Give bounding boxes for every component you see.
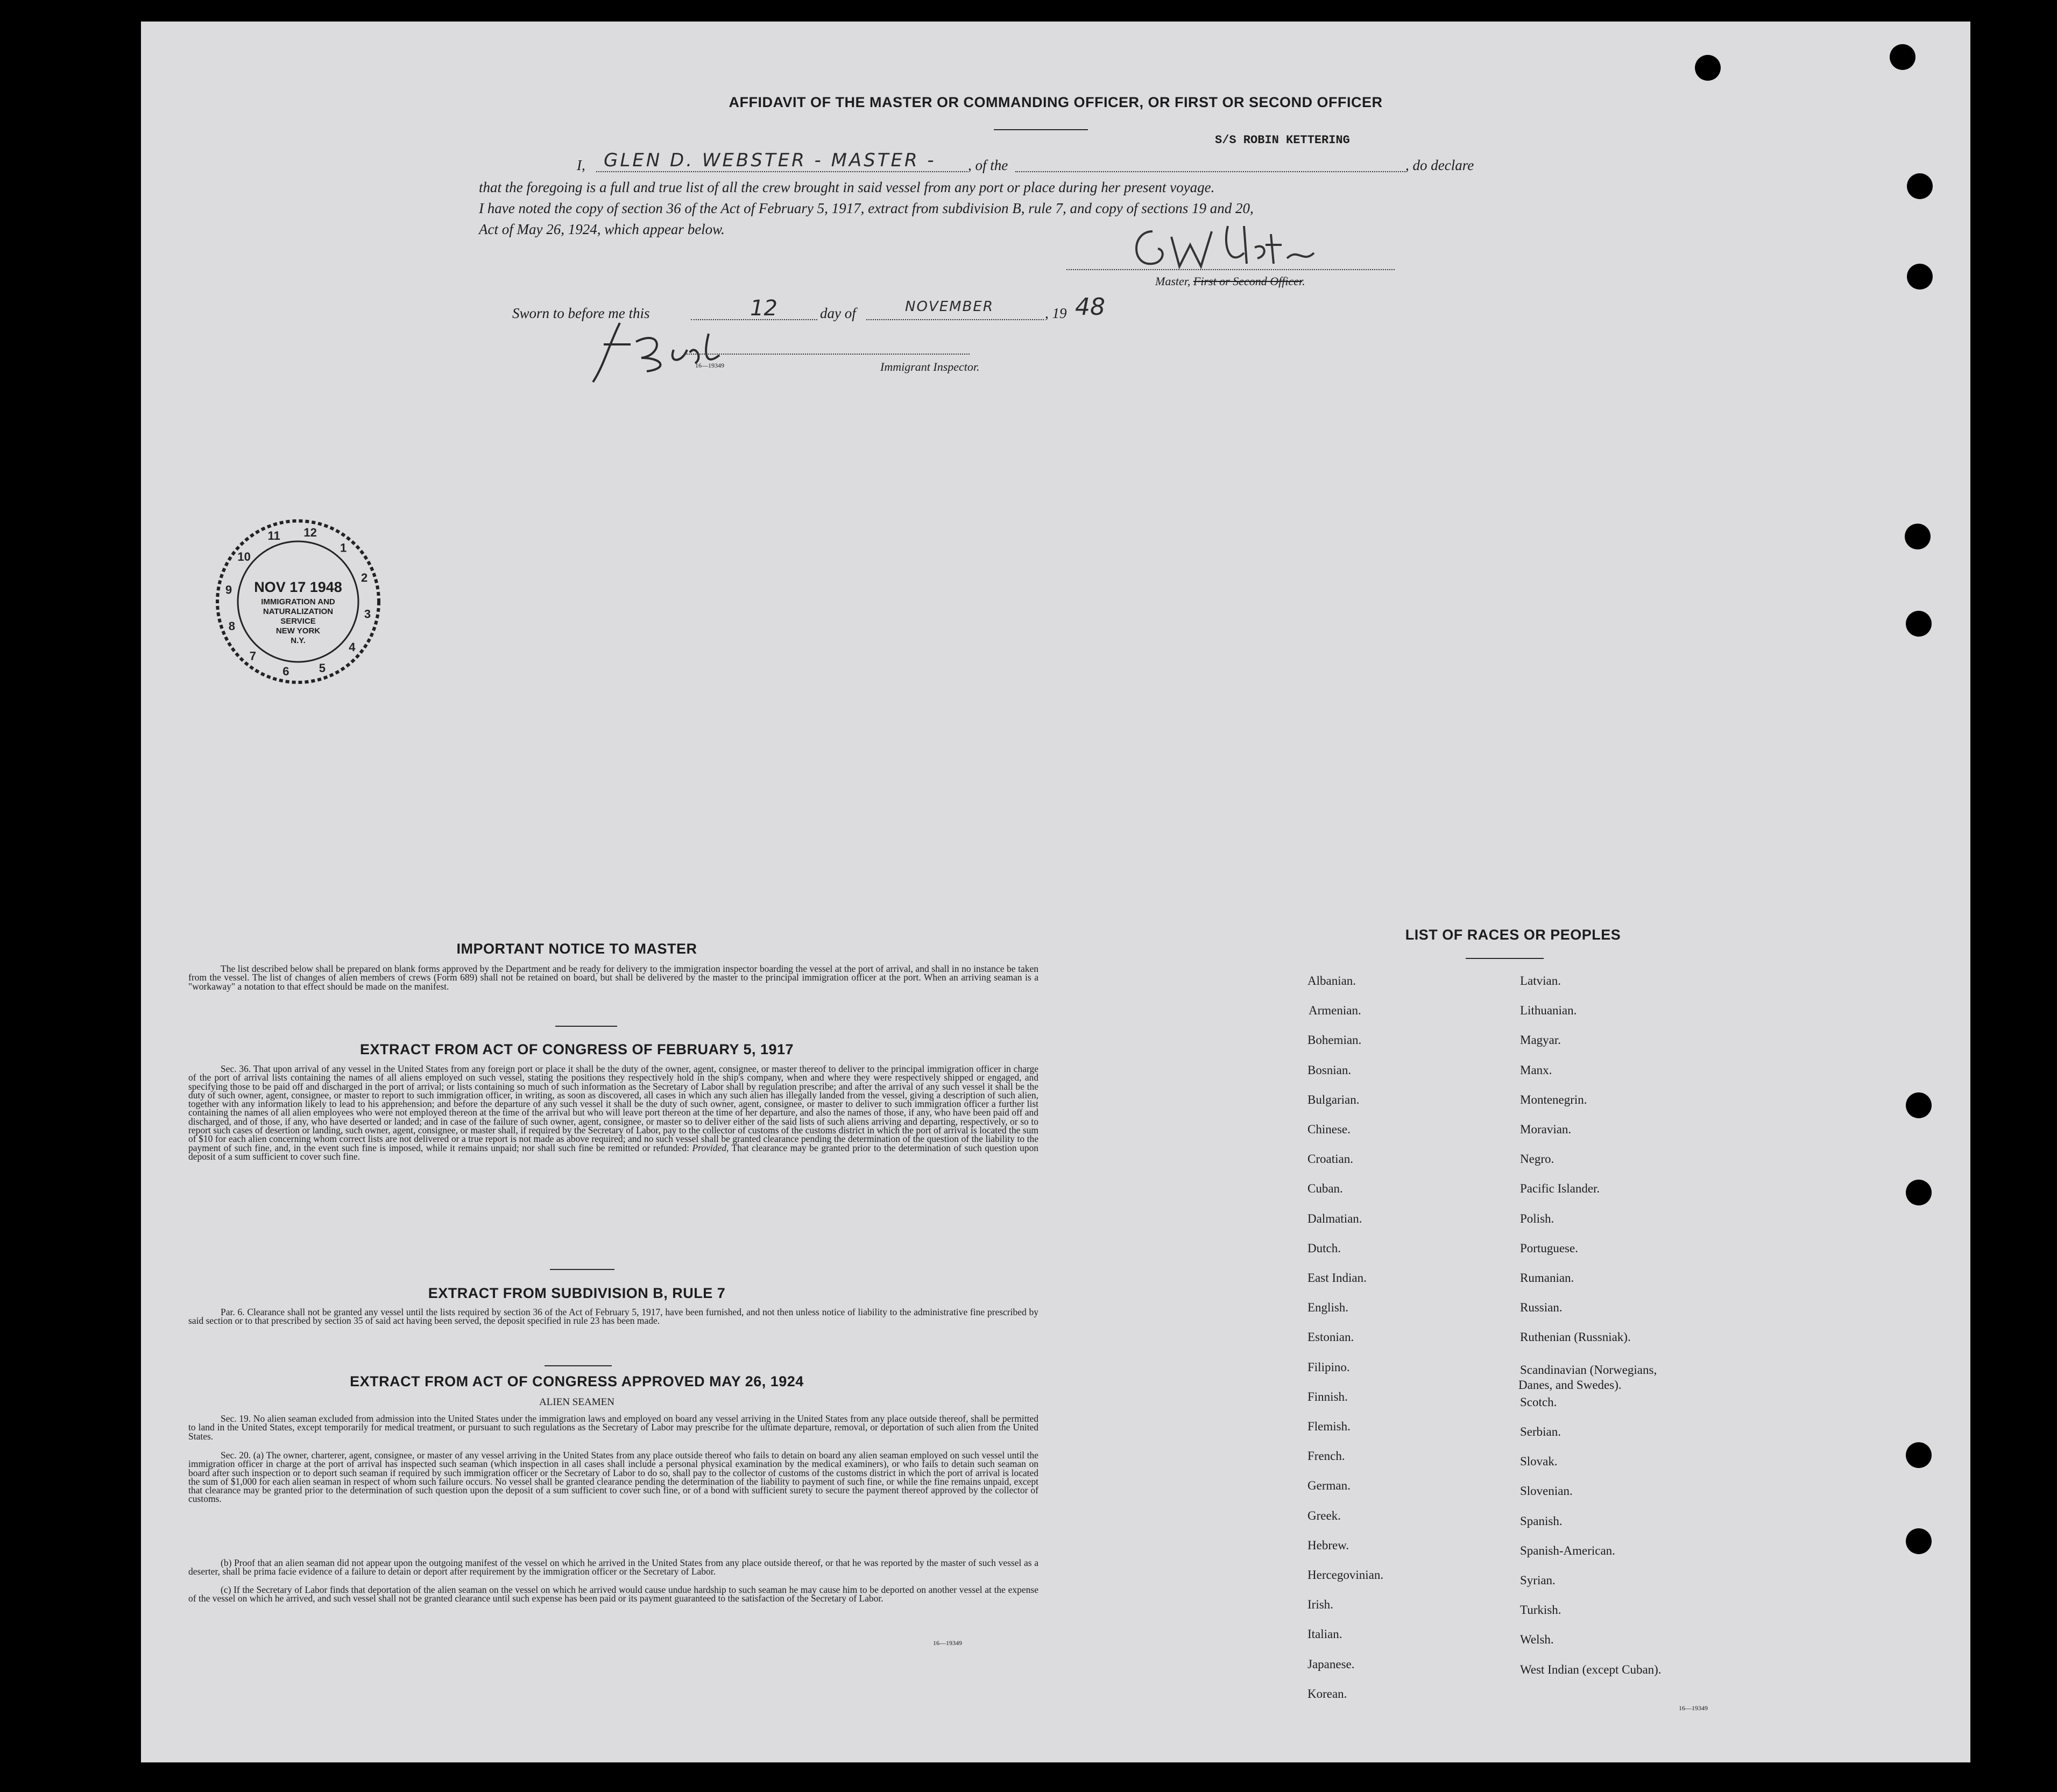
punch-hole — [1907, 264, 1933, 290]
race-item: Polish. — [1520, 1211, 1554, 1225]
race-item: Portuguese. — [1520, 1241, 1578, 1255]
race-item: Ruthenian (Russniak). — [1520, 1330, 1631, 1344]
race-item: Korean. — [1307, 1687, 1347, 1701]
stamp-ring-digit: 5 — [319, 661, 326, 675]
caption-master: Master, — [1155, 274, 1191, 288]
alien-seamen-subtitle: ALIEN SEAMEN — [539, 1396, 614, 1408]
divider — [1466, 958, 1544, 959]
race-item: Syrian. — [1520, 1574, 1556, 1587]
master-signature-svg — [1120, 215, 1335, 274]
race-item: Greek. — [1307, 1508, 1341, 1522]
sec-19-body: Sec. 19. No alien seaman excluded from admission into the United States under the immigration laws and employed on board any vessel arriving in the United States from any place outside thereof, shall be permitted to land in the United States, except temporarily for medical treatment, or pursuant to such regulations as the Secretary of Labor may prescribe for the ultimate departure, removal, or deportation of such alien from the United States. — [188, 1413, 1038, 1442]
punch-hole — [1890, 44, 1915, 70]
race-item: Bulgarian. — [1307, 1092, 1360, 1106]
stamp-ring-digit: 9 — [225, 583, 232, 597]
race-item: Italian. — [1307, 1627, 1342, 1641]
form-number: 16—19349 — [695, 362, 724, 369]
race-item: Danes, and Swedes). — [1518, 1378, 1622, 1392]
race-item: Croatian. — [1307, 1152, 1353, 1166]
inspector-line — [684, 354, 970, 355]
stamp-ring-digit: 4 — [349, 640, 356, 654]
race-item: Bohemian. — [1307, 1033, 1362, 1047]
extract-1917-body — [188, 1064, 1038, 1161]
race-item: Scandinavian (Norwegians, — [1520, 1363, 1657, 1377]
extract-1917-text-end: That clearance may be granted prior to the determination of such question upon deposit of a sum sufficient to cover such fine. — [188, 1142, 1039, 1162]
day-of-label: day of — [820, 305, 856, 321]
race-item: East Indian. — [1307, 1271, 1367, 1285]
of-the-label: , of the — [968, 157, 1008, 173]
race-item: Chinese. — [1307, 1123, 1351, 1136]
stamp-date: NOV 17 1948 — [254, 579, 342, 595]
race-item: Turkish. — [1520, 1603, 1561, 1617]
race-item: Albanian. — [1307, 974, 1356, 987]
race-item: Bosnian. — [1307, 1063, 1352, 1077]
punch-hole — [1695, 55, 1721, 81]
declarant-blank — [596, 171, 967, 172]
signature-caption — [1155, 274, 1305, 288]
stamp-ring-digit: 8 — [228, 619, 236, 633]
stamp-ring-digit: 2 — [360, 571, 368, 585]
stamp-ring-digit: 11 — [267, 528, 280, 542]
race-item: Armenian. — [1309, 1004, 1361, 1018]
race-item: Filipino. — [1307, 1360, 1350, 1374]
race-item: Japanese. — [1307, 1657, 1355, 1671]
stamp-line-5: NEW YORK — [275, 626, 321, 636]
day-handwritten: 12 — [750, 296, 777, 321]
year-handwritten: 48 — [1075, 293, 1105, 321]
month-blank — [866, 319, 1044, 320]
race-item: Dutch. — [1307, 1241, 1341, 1255]
document-page — [141, 22, 1970, 1762]
punch-hole — [1906, 1528, 1932, 1554]
declarant-handwritten: GLEN D. WEBSTER - MASTER - — [604, 150, 936, 171]
race-item: Magyar. — [1520, 1033, 1561, 1047]
notice-body: The list described below shall be prepared on blank forms approved by the Department and be ready for delivery to the immigration inspector boarding the vessel at the port of arrival, and shall in no instance be taken from the vessel. The list of changes of alien members of crews (Form 689) shall not be retained on board, but shall be delivered by the master to the principal immigration officer at the port. When an arriving seaman is a "workaway" a notation to that effect should be made on the manifest. — [188, 963, 1038, 992]
race-item: French. — [1307, 1449, 1345, 1463]
affidavit-line-3: I have noted the copy of section 36 of the Act of February 5, 1917, extract from subdivision B, rule 7, and copy of sections 19 and 20, — [479, 200, 1254, 216]
race-item: Moravian. — [1520, 1123, 1572, 1136]
sworn-prefix: Sworn to before me this — [512, 305, 650, 321]
race-item: Welsh. — [1520, 1633, 1554, 1647]
extract-1924-title: EXTRACT FROM ACT OF CONGRESS APPROVED MAY 26, 1924 — [350, 1373, 804, 1389]
race-item: Slovenian. — [1520, 1484, 1573, 1498]
stamp-ring-digit: 6 — [282, 665, 289, 678]
divider — [994, 129, 1088, 130]
stamp-ring-digit: 12 — [303, 526, 317, 539]
divider — [555, 1026, 617, 1027]
races-form-number: 16—19349 — [1679, 1704, 1708, 1712]
race-item: Montenegrin. — [1520, 1092, 1587, 1106]
caption-struck-officer: First or Second Officer — [1193, 274, 1303, 288]
stamp-ring-digit: 1 — [340, 541, 347, 555]
extract-form-number: 16—19349 — [933, 1639, 962, 1647]
stamp-line-6: N.Y. — [291, 636, 306, 645]
race-item: West Indian (except Cuban). — [1520, 1662, 1662, 1676]
race-item: Scotch. — [1520, 1395, 1557, 1409]
vessel-blank — [1015, 171, 1405, 172]
race-item: Estonian. — [1307, 1330, 1354, 1344]
year-prefix: , 19 — [1045, 305, 1067, 321]
race-item: Pacific Islander. — [1520, 1182, 1600, 1196]
do-declare-label: , do declare — [1405, 157, 1474, 173]
race-item: Hebrew. — [1307, 1538, 1349, 1552]
punch-hole — [1906, 1180, 1932, 1205]
race-item: Serbian. — [1520, 1425, 1561, 1438]
month-handwritten: NOVEMBER — [905, 299, 994, 315]
stamp-line-3: NATURALIZATION — [263, 607, 334, 616]
punch-hole — [1905, 524, 1931, 549]
race-item: Finnish. — [1307, 1389, 1348, 1403]
inspector-caption: Immigrant Inspector. — [880, 360, 980, 373]
affidavit-title: AFFIDAVIT OF THE MASTER OR COMMANDING OFFICER, OR FIRST OR SECOND OFFICER — [729, 94, 1383, 110]
vessel-name: S/S ROBIN KETTERING — [1215, 133, 1350, 147]
divider — [545, 1365, 612, 1366]
punch-hole — [1906, 1092, 1932, 1118]
affidavit-line-2: that the foregoing is a full and true list of all the crew brought in said vessel from any port or place during her present voyage. — [479, 179, 1215, 195]
race-item: Manx. — [1520, 1063, 1552, 1077]
sec-20a-body: Sec. 20. (a) The owner, charterer, agent, consignee, or master of any vessel arriving in the United States from any place outside thereof who fails to detain on board any alien seaman employed on such vessel until the immigration officer in charge at the port of arrival has inspected such seaman (which inspection in all cases shall include a personal physical examination by the medical examiners), or who fails to detain such seaman on board after such inspection or to deport such seaman if required by such immigration officer or the Secretary of Labor to do so, shall pay to the collector of customs of the customs district in which the port of arrival is located the sum of $1,000 for each alien seaman in respect of whom such failure occurs. No vessel shall be granted clearance pending the determination of the liability to payment of such fine, or while the fine remains unpaid, except that clearance may be granted prior to the determination of such question upon the deposit of a sum sufficient to cover such fine, or of a bond with sufficient surety to secure the payment thereof approved by the collector of customs. — [188, 1450, 1038, 1505]
races-title: LIST OF RACES OR PEOPLES — [1405, 927, 1621, 943]
race-item: Hercegovinian. — [1307, 1568, 1384, 1582]
notice-title: IMPORTANT NOTICE TO MASTER — [456, 941, 697, 957]
race-item: Flemish. — [1307, 1420, 1351, 1433]
extract-1917-text: Sec. 36. That upon arrival of any vessel in the United States from any foreign port or place it shall be the duty of the owner, agent, consignee, or master thereof to deliver to the principal immigration officer in charge of the port of arrival lists containing the names of all aliens employed on such vessel, stating the positions they respectively hold in the ship's company, when and where they were respectively shipped or engaged, and specifying those to be paid off and discharged in the port of arrival; or lists containing so much of such information as the Secretary of Labor shall by regulation prescribe; and after the arrival of any such vessel it shall be the duty of such owner, agent, consignee, or master to report to such immigration officer, in writing, as soon as discovered, all cases in which any such alien has illegally landed from the vessel, giving a description of such alien, together with any information likely to lead to his apprehension; and before the departure of any such vessel it shall be the duty of such owner, agent, consignee, or master to deliver to such immigration officer a further list containing the names of all alien employees who were not employed thereon at the time of the arrival but who will leave port thereon at the time of her departure, and also the names of those, if any, who have been paid off and discharged, and of those, if any, who have deserted or landed; and in case of the failure of such owner, agent, consignee, or master so to deliver either of the said lists of such aliens arriving and departing, respectively, or so to report such cases of desertion or landing, such owner, agent, consignee, or master shall, if required by the Secretary of Labor, pay to the collector of customs of the customs district in which the port of arrival is located the sum of $10 for each alien concerning whom correct lists are not delivered or a true report is not made as above required; and no such vessel shall be granted clearance pending the determination of the question of the liability to the payment of such fine, and, in the event such fine is imposed, while it remains unpaid; nor shall such fine be remitted or refunded: — [188, 1063, 1038, 1153]
stamp-ring-digit: 3 — [364, 607, 371, 621]
stamp-ring-digit: 10 — [237, 549, 251, 563]
punch-hole — [1906, 1442, 1932, 1468]
race-item: Latvian. — [1520, 974, 1561, 987]
race-item: German. — [1307, 1479, 1351, 1493]
race-item: Irish. — [1307, 1598, 1333, 1612]
affidavit-i-label: I, — [577, 157, 585, 173]
race-item: Lithuanian. — [1520, 1004, 1577, 1018]
divider — [550, 1269, 614, 1270]
sec-20c-body: (c) If the Secretary of Labor finds that deportation of the alien seaman on the vessel on which he arrived would cause undue hardship to such seaman he may cause him to be deported on another vessel at the expense of the vessel on which he arrived, and such vessel shall not be granted clearance until such expense has been paid or its payment guaranteed to the satisfaction of the Secretary of Labor. — [188, 1584, 1038, 1604]
immigration-stamp — [212, 516, 384, 688]
provided-word: Provided, — [692, 1142, 729, 1153]
race-item: Spanish-American. — [1520, 1543, 1615, 1557]
race-item: English. — [1307, 1301, 1349, 1315]
caption-period: . — [1302, 274, 1305, 288]
race-item: Dalmatian. — [1307, 1211, 1362, 1225]
affidavit-line-4: Act of May 26, 1924, which appear below. — [479, 221, 725, 237]
sec-20b-body: (b) Proof that an alien seaman did not appear upon the outgoing manifest of the vessel on which he arrived in the United States from any place outside thereof, or that he was reported by the master of such vessel as a deserter, shall be prima facie evidence of a failure to detain or deport after requirement by the immigration officer or the Secretary of Labor. — [188, 1557, 1038, 1577]
punch-hole — [1907, 173, 1933, 199]
race-item: Rumanian. — [1520, 1271, 1574, 1285]
inspector-signature-svg — [588, 312, 781, 387]
punch-hole — [1906, 611, 1932, 637]
subdivision-b-body: Par. 6. Clearance shall not be granted any vessel until the lists required by section 36 of the Act of February 5, 1917, have been furnished, and not then unless notice of liability to the administrative fine prescribed by said section or to that prescribed by section 35 of said act having been served, the deposit specified in rule 23 has been made. — [188, 1307, 1038, 1327]
stamp-ring-digit: 7 — [249, 649, 257, 663]
race-item: Negro. — [1520, 1152, 1554, 1166]
stamp-line-2: IMMIGRATION AND — [261, 597, 335, 606]
subdivision-b-title: EXTRACT FROM SUBDIVISION B, RULE 7 — [428, 1285, 726, 1301]
race-item: Cuban. — [1307, 1182, 1343, 1196]
stamp-line-4: SERVICE — [280, 617, 316, 626]
race-item: Russian. — [1520, 1301, 1563, 1315]
race-item: Slovak. — [1520, 1455, 1558, 1469]
extract-1917-title: EXTRACT FROM ACT OF CONGRESS OF FEBRUARY 5, 1917 — [359, 1041, 794, 1057]
race-item: Spanish. — [1520, 1514, 1563, 1528]
